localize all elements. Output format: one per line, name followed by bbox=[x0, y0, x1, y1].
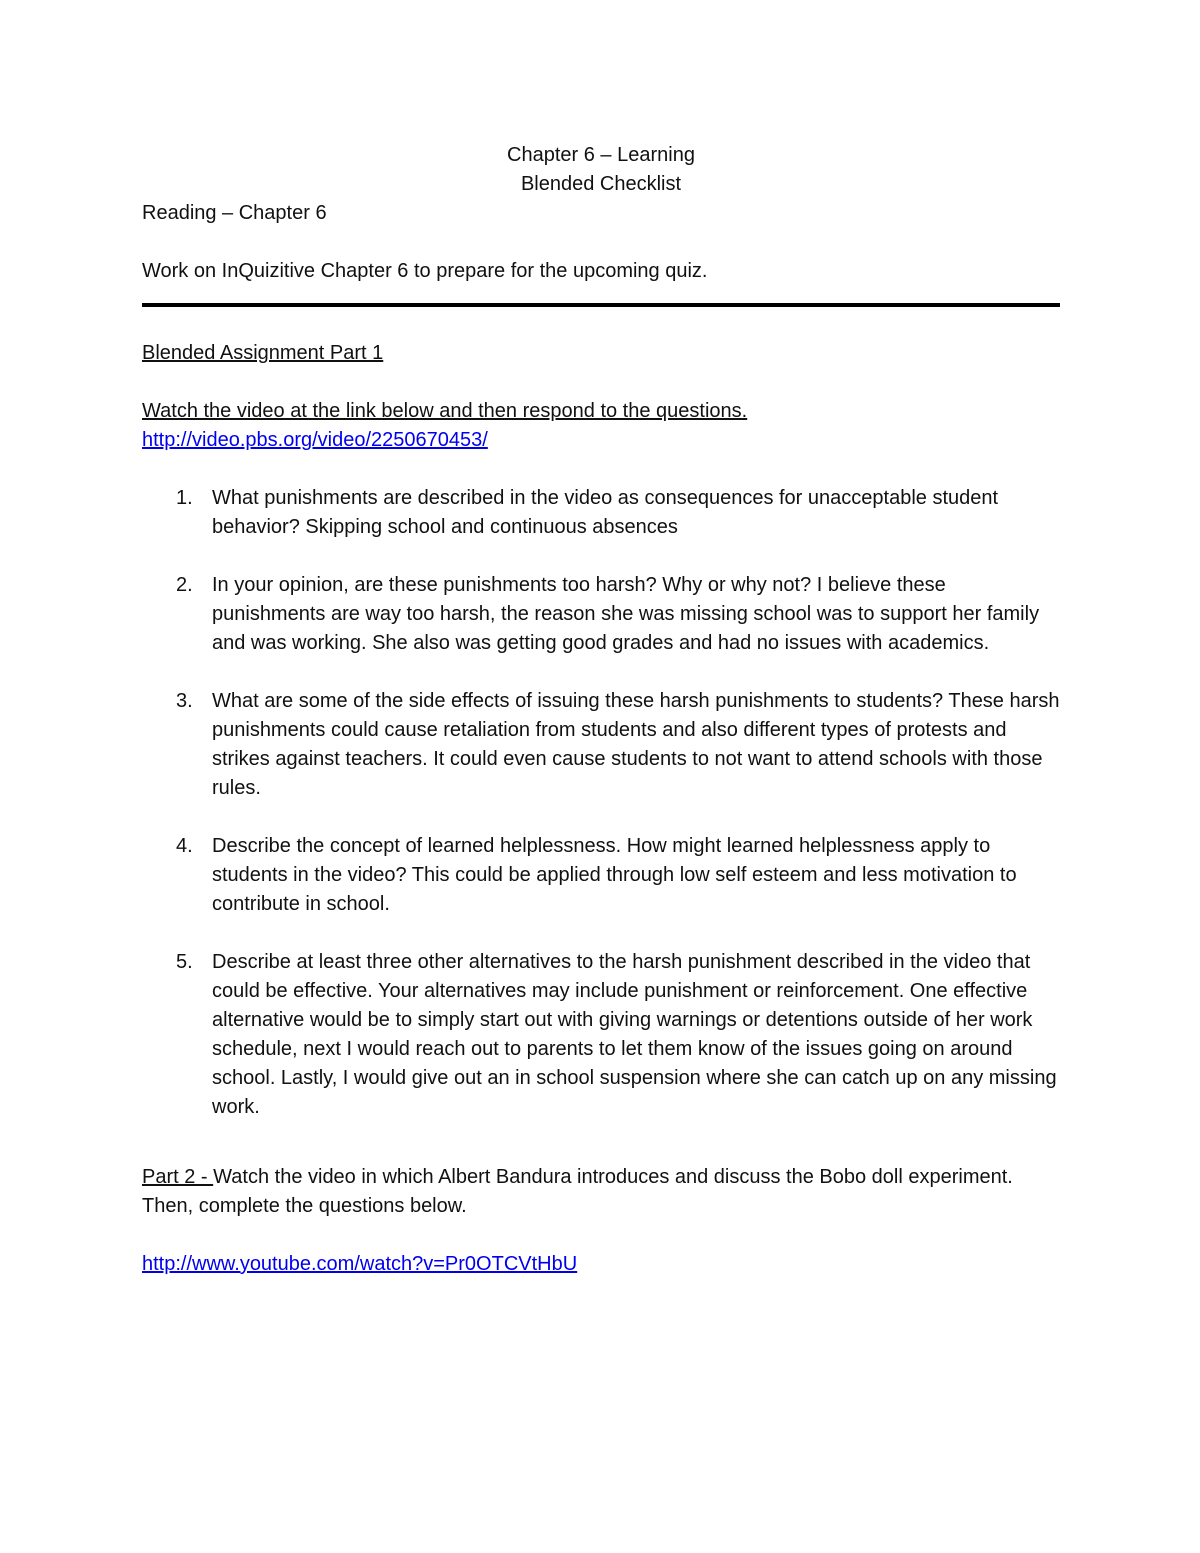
question-number: 1. bbox=[176, 487, 193, 509]
question-text: Describe the concept of learned helplessness. How might learned helplessness apply to students in the video? This could be applied through low self esteem and less motivation to contribute in school. bbox=[212, 835, 1017, 915]
part2-text: Watch the video in which Albert Bandura introduces and discuss the Bobo doll experiment. Then, complete the questions below. bbox=[142, 1166, 1013, 1217]
question-text: In your opinion, are these punishments too harsh? Why or why not? I believe these punishments are way too harsh, the reason she was missing school was to support her family and was working. She also was getting good grades and had no issues with academics. bbox=[212, 574, 1040, 654]
question-number: 4. bbox=[176, 835, 193, 857]
list-item bbox=[142, 687, 1060, 803]
list-item bbox=[142, 571, 1060, 658]
question-text: Describe at least three other alternatives to the harsh punishment described in the video that could be effective. Your alternatives may include punishment or reinforcement. One effective alternative would be to simply start out with giving warnings or detentions outside of her work schedule, next I would reach out to parents to let them know of the issues going on around school. Lastly, I would give out an in school suspension where she can catch up on any missing work. bbox=[212, 951, 1057, 1118]
part1-heading: Blended Assignment Part 1 bbox=[142, 342, 384, 364]
spacer bbox=[142, 455, 1060, 484]
document-title: Chapter 6 – Learning bbox=[507, 144, 695, 166]
question-list bbox=[142, 484, 1060, 1122]
spacer bbox=[142, 368, 1060, 397]
question-number: 5. bbox=[176, 951, 193, 973]
question-text: What are some of the side effects of issuing these harsh punishments to students? These harsh punishments could cause retaliation from students and also different types of protests and strikes against teachers. It could even cause students to not want to attend schools with those rules. bbox=[212, 690, 1060, 799]
document-page bbox=[142, 141, 1060, 1279]
part1-instruction: Watch the video at the link below and then respond to the questions. bbox=[142, 400, 748, 422]
list-item bbox=[142, 948, 1060, 1122]
question-number: 2. bbox=[176, 574, 193, 596]
question-text: What punishments are described in the video as consequences for unacceptable student behavior? Skipping school and continuous absences bbox=[212, 487, 999, 538]
spacer bbox=[142, 1221, 1060, 1250]
part2-paragraph bbox=[142, 1163, 1060, 1221]
list-item bbox=[142, 484, 1060, 542]
spacer bbox=[142, 1151, 1060, 1163]
document-subtitle: Blended Checklist bbox=[520, 173, 682, 195]
part2-label: Part 2 - bbox=[142, 1166, 214, 1188]
part2-video-link[interactable]: http://www.youtube.com/watch?v=Pr0OTCVtHbU bbox=[142, 1253, 578, 1275]
spacer bbox=[142, 228, 1060, 257]
part1-video-link[interactable]: http://video.pbs.org/video/2250670453/ bbox=[142, 429, 488, 451]
list-item bbox=[142, 832, 1060, 919]
question-number: 3. bbox=[176, 690, 193, 712]
inquizitive-instruction: Work on InQuizitive Chapter 6 to prepare for the upcoming quiz. bbox=[142, 260, 708, 282]
reading-assignment: Reading – Chapter 6 bbox=[142, 202, 327, 224]
spacer bbox=[142, 307, 1060, 339]
